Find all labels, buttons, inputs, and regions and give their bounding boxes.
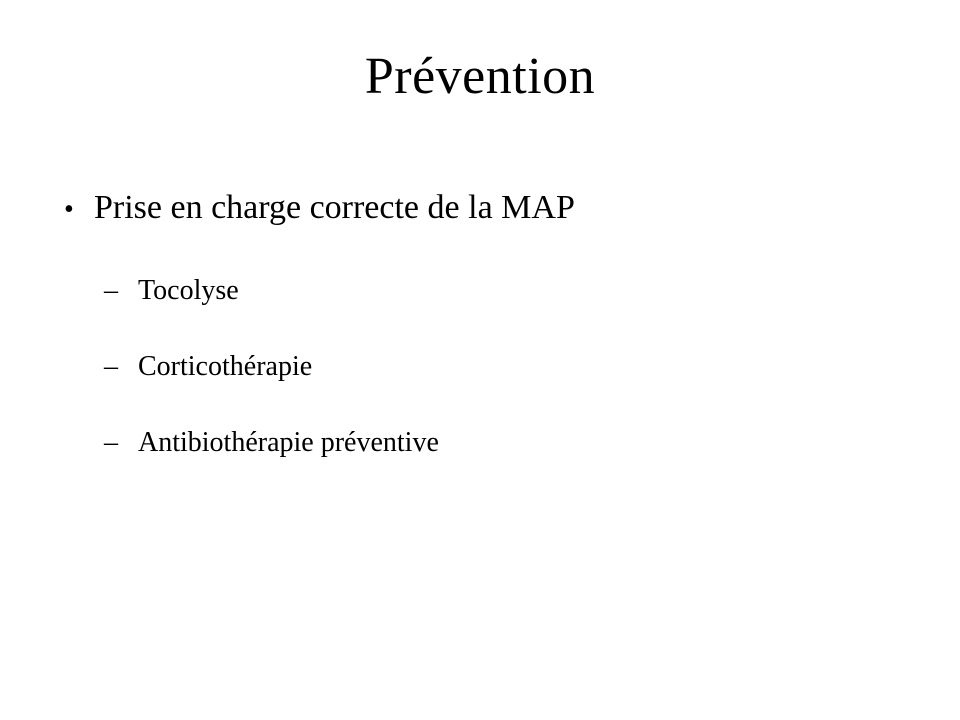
bullet-text: Prise en charge correcte de la MAP xyxy=(94,189,575,226)
slide-title: Prévention xyxy=(364,48,596,105)
main-bullet-item xyxy=(64,188,904,240)
bullet-marker: • xyxy=(64,194,74,225)
sub-bullet-list xyxy=(104,274,904,464)
sub-bullet-item xyxy=(104,426,904,464)
slide-content xyxy=(64,188,904,502)
sub-bullet-text-antibiotherapie: Antibiothérapie préventive xyxy=(138,427,439,458)
sub-bullet-item xyxy=(104,350,904,388)
sub-bullet-text-tocolyse: Tocolyse xyxy=(138,275,239,306)
sub-bullet-marker: – xyxy=(104,351,118,382)
sub-bullet-marker: – xyxy=(104,427,118,458)
sub-bullet-marker: – xyxy=(104,275,118,306)
sub-bullet-text-corticotherapie: Corticothérapie xyxy=(138,351,313,382)
sub-bullet-item xyxy=(104,274,904,312)
